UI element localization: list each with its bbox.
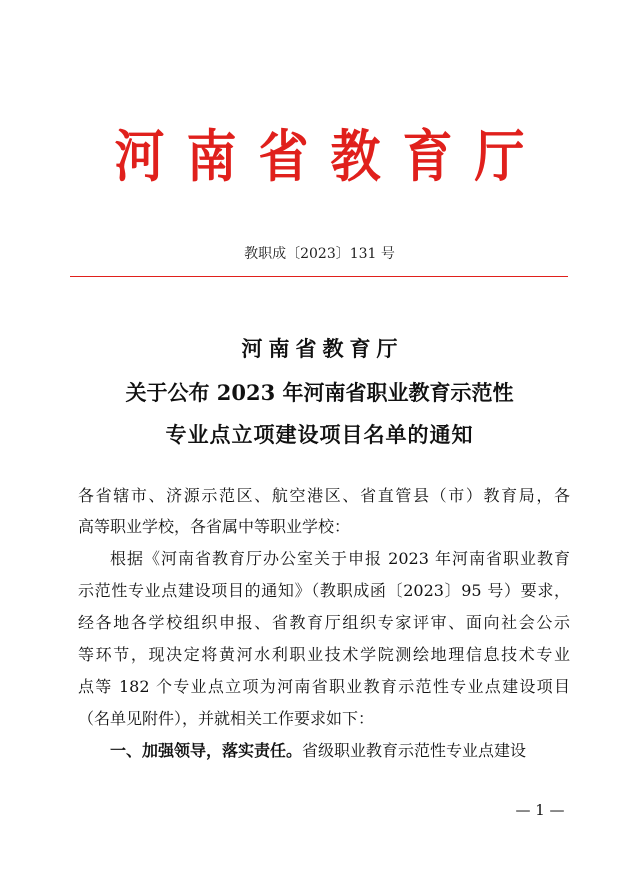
paragraph-line: 根据《河南省教育厅办公室关于申报 2023 年河南省职业教育: [110, 549, 570, 568]
title-line-1: 河南省教育厅: [241, 336, 404, 361]
section-1-text: 省级职业教育示范性专业点建设: [302, 741, 527, 760]
letterhead-agency-name: 河南省教育厅: [114, 123, 547, 190]
paragraph-line: （名单见附件），并就相关工作要求如下：: [78, 709, 375, 728]
document-number: 教职成〔2023〕131 号: [244, 246, 395, 262]
title-line-2: 关于公布 2023 年河南省职业教育示范性: [125, 380, 514, 405]
section-1-heading: 一、加强领导，落实责任。: [110, 741, 303, 760]
addressee-line-1: 各省辖市、济源示范区、航空港区、省直管县（市）教育局，各: [78, 486, 570, 505]
paragraph-line: 等环节，现决定将黄河水利职业技术学院测绘地理信息技术专业: [78, 645, 570, 664]
paragraph-line: 点等 182 个专业点立项为河南省职业教育示范性专业点建设项目: [78, 677, 570, 696]
paragraph-line: 示范性专业点建设项目的通知》（教职成函〔2023〕95 号）要求，: [78, 581, 570, 600]
section-1-line: [78, 740, 570, 762]
title-line-3: 专业点立项建设项目名单的通知: [165, 422, 474, 447]
addressee-line-2: 高等职业学校，各省属中等职业学校：: [78, 517, 351, 536]
paragraph-line: 经各地各学校组织申报、省教育厅组织专家评审、面向社会公示: [78, 613, 570, 632]
page-number: — 1 —: [515, 801, 565, 819]
red-divider-line: [70, 276, 568, 277]
